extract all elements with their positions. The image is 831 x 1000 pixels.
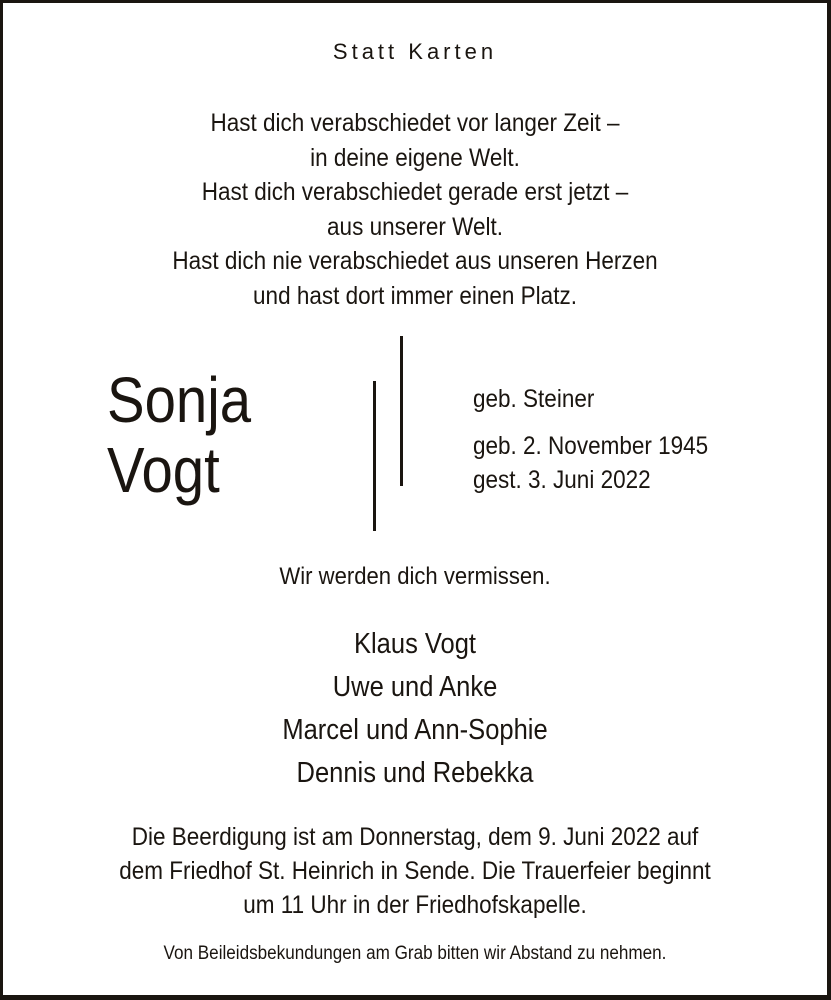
first-name: Sonja — [107, 364, 252, 436]
deceased-name — [107, 365, 251, 505]
birth-date: geb. 2. November 1945 — [473, 432, 709, 460]
maiden-name: geb. Steiner — [473, 385, 595, 413]
family-member: Marcel und Ann-Sophie — [282, 714, 548, 746]
obituary-card — [3, 3, 827, 995]
funeral-line: um 11 Uhr in der Friedhofskapelle. — [243, 891, 587, 919]
funeral-line: dem Friedhof St. Heinrich in Sende. Die Trauerfeier beginnt — [119, 857, 711, 885]
poem-line: Hast dich verabschiedet vor langer Zeit – — [210, 109, 620, 137]
poem-line: in deine eigene Welt. — [310, 143, 520, 172]
divider-line-left — [373, 381, 376, 531]
funeral-info — [3, 820, 827, 922]
last-name: Vogt — [107, 434, 220, 506]
funeral-line: Die Beerdigung ist am Donnerstag, dem 9. Juni 2022 auf — [131, 823, 699, 851]
poem-line: Hast dich verabschiedet gerade erst jetzt – — [201, 178, 629, 206]
poem-line: Hast dich nie verabschiedet aus unseren Herzen — [172, 247, 658, 275]
deceased-details — [473, 385, 708, 497]
divider-line-right — [400, 336, 403, 486]
condolence-note: Von Beileidsbekundungen am Grab bitten wir Abstand zu nehmen. — [163, 943, 667, 964]
poem-line: und hast dort immer einen Platz. — [253, 281, 577, 310]
family-list — [3, 623, 827, 795]
farewell-text: Wir werden dich vermissen. — [279, 563, 551, 590]
poem — [3, 106, 827, 313]
family-member: Dennis und Rebekka — [296, 757, 534, 789]
death-date: gest. 3. Juni 2022 — [473, 466, 651, 494]
family-member: Klaus Vogt — [353, 628, 477, 660]
header-title: Statt Karten — [332, 39, 498, 64]
poem-line: aus unserer Welt. — [327, 212, 503, 241]
family-member: Uwe und Anke — [332, 671, 498, 703]
